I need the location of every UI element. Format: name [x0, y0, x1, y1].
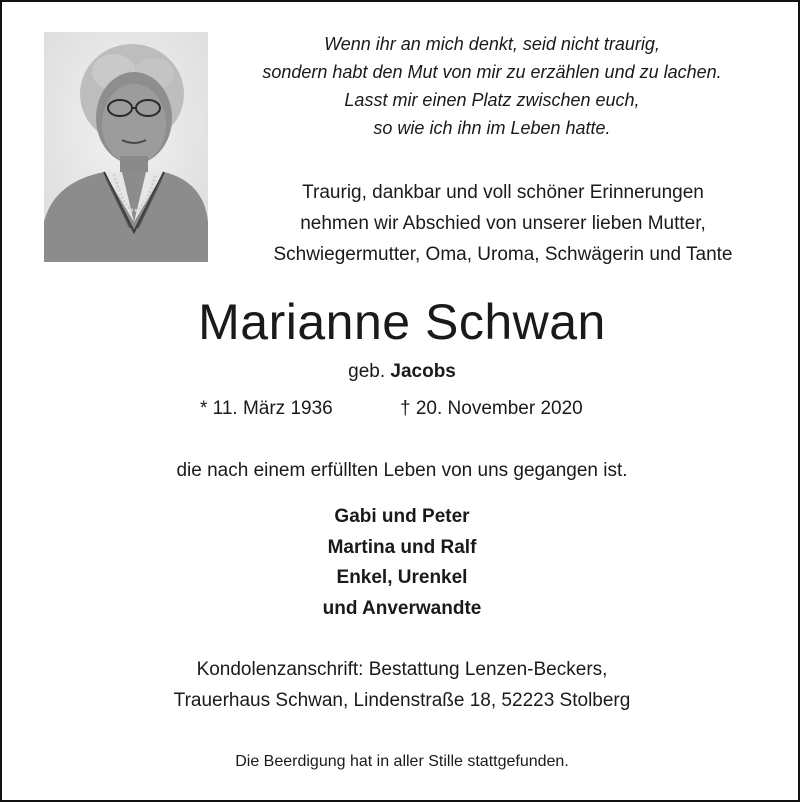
condolence-address — [2, 655, 800, 716]
poem-line: Wenn ihr an mich denkt, seid nicht traurig, — [324, 34, 660, 54]
condolence-line: Kondolenzanschrift: Bestattung Lenzen-Beckers, — [196, 659, 608, 680]
intro-line: nehmen wir Abschied von unserer lieben Mutter, — [300, 213, 706, 234]
maiden-surname: Jacobs — [390, 361, 456, 382]
poem-line: so wie ich ihn im Leben hatte. — [373, 118, 611, 138]
passed-text: die nach einem erfüllten Leben von uns gegangen ist. — [176, 460, 628, 481]
intro-line: Schwiegermutter, Oma, Uroma, Schwägerin und Tante — [273, 244, 733, 265]
birth-date: * 11. März 1936 — [200, 398, 333, 419]
intro-text — [228, 177, 778, 270]
portrait-photo-icon — [44, 32, 208, 262]
poem — [232, 30, 752, 142]
deceased-name: Marianne Schwan — [198, 294, 606, 350]
mourner-line: Enkel, Urenkel — [336, 567, 468, 588]
funeral-note: Die Beerdigung hat in aller Stille stattgefunden. — [235, 753, 569, 770]
mourners-list — [2, 502, 800, 624]
mourner-line: und Anverwandte — [322, 597, 482, 619]
poem-line: Lasst mir einen Platz zwischen euch, — [344, 90, 640, 110]
intro-line: Traurig, dankbar und voll schöner Erinnerungen — [302, 182, 704, 203]
mourner-line: Gabi und Peter — [334, 506, 470, 527]
maiden-name — [2, 359, 800, 385]
condolence-line: Trauerhaus Schwan, Lindenstraße 18, 52223 Stolberg — [173, 689, 631, 711]
maiden-prefix: geb. — [348, 361, 386, 382]
poem-line: sondern habt den Mut von mir zu erzählen und zu lachen. — [262, 62, 722, 82]
mourner-line: Martina und Ralf — [327, 536, 477, 558]
death-date: † 20. November 2020 — [400, 398, 583, 419]
